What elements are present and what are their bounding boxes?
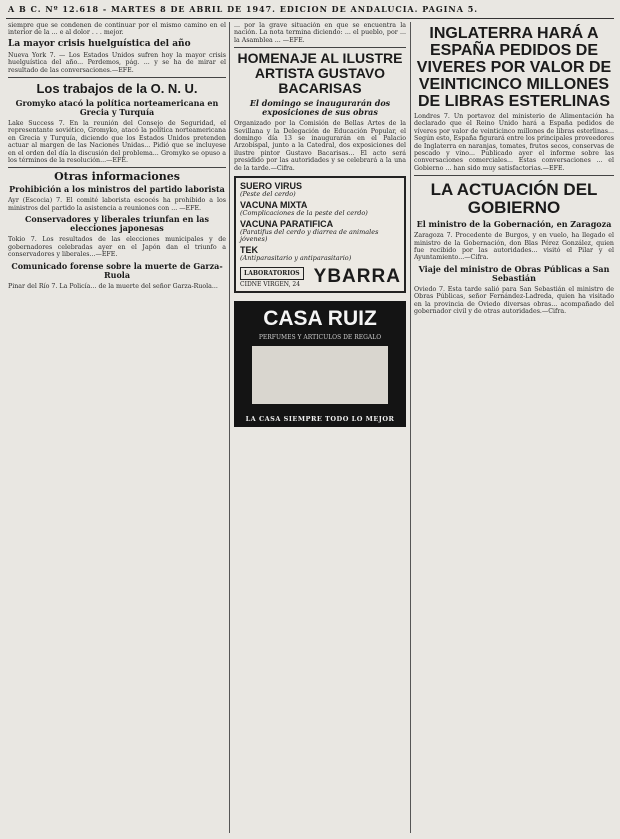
article-text: Oviedo 7. Esta tarde salió para San Sebastián el ministro de Obras Públicas, señor Fernández-Ladreda, quien ha visitado en la provincia de Oviedo diversas obras... acompañado del gobernador civil y de otras autoridades.—Cifra. [414,285,614,316]
column-right [414,22,614,833]
ybarra-advertisement [234,176,406,293]
ad-illustration [252,346,388,404]
subheadline: El domingo se inaugurarán dos exposiciones de sus obras [249,98,391,118]
article-text: Londres 7. Un portavoz del ministerio de Alimentación ha declarado que el Reino Unido hará a España pedidos de víveres por valor de veinticinco millones de libras esterlinas... Según esto, España figurará entre los principales proveedores de Inglaterra en naranjas, tomates, frutos secos, conservas de pescado y vino... Publicado ayer el informe sobre las conversaciones comerciales... Estas conversaciones ... el Gobierno ... han sido muy satisfactorias.—EFE. [414,113,614,172]
article-text: siempre que se condenen de continuar por el mismo camino en el interior de la ... e al dolor . . . mejor. [8,22,226,37]
ad-lab-block [240,267,304,288]
column-left [8,22,226,833]
article-text: Tokio 7. Los resultados de las elecciones municipales y de gobernadores celebradas ayer en el Japón dan el triunfo a conservadores y liberales...—EFE. [8,236,226,259]
headline: La mayor crisis huelguística del año [8,38,191,49]
ad-note: (Complicaciones de la peste del cerdo) [240,209,368,218]
ad-note: (Antiparasitario y antiparasitario) [240,254,352,263]
ad-product: TEK [240,245,258,256]
ad-note: (Paratifus del cerdo y diarrea de animales jóvenes) [240,228,379,244]
ad-product: SUERO VIRUS [240,181,303,192]
page-header: A B C. Nº 12.618 - MARTES 8 DE ABRIL DE 1947. EDICION DE ANDALUCIA. PAGINA 5. [8,4,479,14]
article-text: Nueva York 7. — Los Estados Unidos sufren hoy la mayor crisis huelguística del año... Perdemos, pág. ... y se ha de mirar el resultado de las conversaciones.—EFE. [8,51,226,74]
ad-product: VACUNA PARATIFICA [240,219,334,230]
article-text: Lake Success 7. En la reunión del Consejo de Seguridad, el representante soviético, Gromyko, atacó la política norteamericana en Grecia y Turquía, diciendo que los Estados Unidos pretenden actuar al margen de las Naciones Unidas... Pidió que se incluyese en el orden del día la discusión del problema... Gromyko se opuso a los términos de la resolución...—EFE. [8,120,226,165]
ad-product: VACUNA MIXTA [240,200,308,211]
casa-ruiz-advertisement [234,301,406,427]
headline: El ministro de la Gobernación, en Zaragoza [416,219,612,230]
ad-subtitle: PERFUMES Y ARTICULOS DE REGALO [258,334,382,342]
article-text: Zaragoza 7. Procedente de Burgos, y en vuelo, ha llegado el ministro de la Gobernación, don Blas Pérez González, quien fue recibido por las autoridades... visitó el Pilar y el Ayuntamiento...—Cifra. [414,232,614,262]
ad-note: (Peste del cerdo) [240,190,296,199]
ad-address: CIDNE VIRGEN, 24 [240,280,301,288]
article-text: Ayr (Escocia) 7. El comité laborista escocés ha prohibido a los ministros del partido la asistencia a reuniones con ... —EFE. [8,197,226,212]
headline: HOMENAJE AL ILUSTRE ARTISTA GUSTAVO BACARISAS [237,50,403,97]
article-text: ... por la grave situación en que se encuentra la nación. La nota termina diciendo: ... el pueblo, por ... la Asamblea ... —EFE. [234,22,406,44]
column-rule [410,22,411,833]
headline: Gromyko atacó la política norteamericana en Grecia y Turquía [15,98,219,118]
ad-brand-row [240,266,400,288]
headline: Prohibición a los ministros del partido laborista [9,184,225,195]
section-title: Otras informaciones [54,170,180,184]
divider [414,175,614,176]
headline: Comunicado forense sobre la muerte de Garza-Ruola [11,260,223,280]
headline: INGLATERRA HARÁ A ESPAÑA PEDIDOS DE VIVERES POR VALOR DE VEINTICINCO MILLONES DE LIBRAS ESTERLINAS [416,25,612,110]
ad-title: CASA RUIZ [263,307,377,331]
divider [8,167,226,168]
header-rule [6,18,614,19]
section-title: LA ACTUACIÓN DEL GOBIERNO [430,180,598,218]
section-title: Los trabajos de la O. N. U. [36,81,198,97]
ad-brand: YBARRA [313,266,401,288]
ad-lab-label: LABORATORIOS [240,267,304,280]
headline: Conservadores y liberales triunfan en las elecciones japonesas [25,214,209,234]
column-middle [234,22,406,833]
article-text: Organizado por la Comisión de Bellas Artes de la Sevillana y la Delegación de Educación Popular, el domingo día 13 se inaugurarán en el Palacio Arzobispal, junto a la Catedral, dos exposiciones del ilustre pintor Gustavo Bacarisas... El acto será presidido por las autoridades y se celebrará a la una de la tarde.—Cifra. [234,120,406,172]
column-rule [229,22,230,833]
article-text: Pinar del Río 7. La Policía... de la muerte del señor Garza-Ruola... [8,282,218,290]
divider [8,77,226,78]
headline: Viaje del ministro de Obras Públicas a San Sebastián [418,263,610,283]
ad-slogan: LA CASA SIEMPRE TODO LO MEJOR [245,415,395,424]
divider [234,47,406,48]
